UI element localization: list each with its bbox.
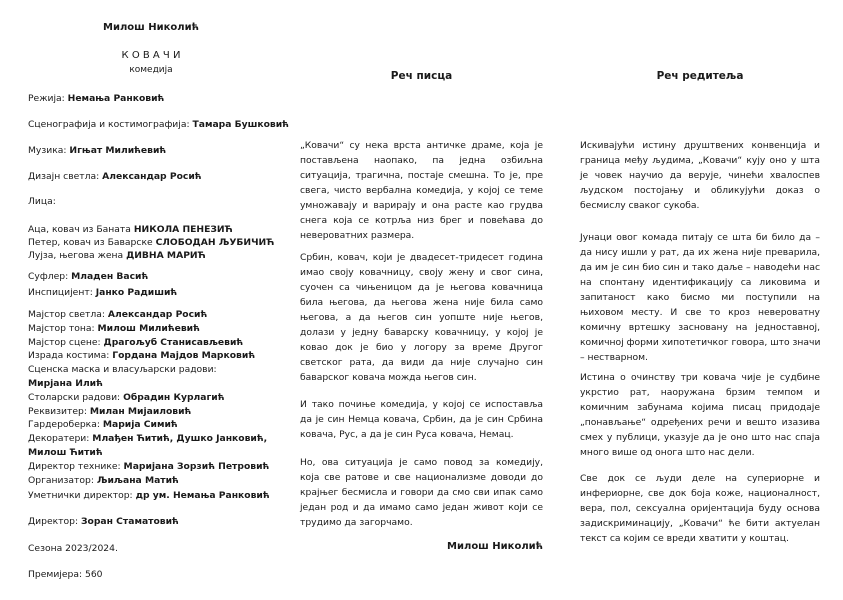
- credit-line-value: Тамара Бушковић: [192, 119, 289, 130]
- paragraph: [300, 138, 543, 243]
- paragraph-line: умножавају и варирају и она расте као грудва: [300, 200, 543, 211]
- crew-line: [28, 392, 224, 403]
- paragraph: [580, 230, 820, 365]
- credit-line: [28, 93, 164, 104]
- crew-line-value: Маријана Зорзић Петровић: [123, 460, 270, 472]
- paragraph-line: трудимо да загорчамо.: [300, 517, 413, 528]
- crew-line-label: Организатор:: [28, 474, 97, 486]
- paragraph-line: баварског ковача можда његов син.: [300, 372, 477, 383]
- paragraph-line: инфериорне, све док боја коже, националност,: [580, 488, 820, 499]
- crew-line: [28, 309, 207, 320]
- crew-line-label: Директор технике:: [28, 460, 124, 472]
- staff-line: [28, 271, 148, 282]
- paragraph-line: много више од онога што нас дели.: [580, 447, 755, 458]
- cast-heading: Лица:: [28, 196, 56, 207]
- cast-line-value: ДИВНА МАРИЋ: [126, 250, 206, 261]
- author-name: Милош Николић: [103, 22, 199, 33]
- staff-line-value: Јанко Радишић: [95, 287, 178, 298]
- paragraph: [300, 397, 543, 442]
- crew-line-value: Милан Мијаиловић: [89, 405, 192, 417]
- premiere-text: Премијера: 560: [28, 569, 103, 580]
- paragraph-line: задискриминацију, „Ковачи“ ће бити актуелан: [580, 518, 820, 529]
- paragraph-line: његова, а да његов син уопште није његов,: [300, 312, 543, 323]
- paragraph-line: – нестварном.: [580, 352, 648, 363]
- paragraph-line: ковао док је био у логору за време Другог: [300, 342, 543, 353]
- crew-line: [28, 475, 179, 486]
- crew-line-label: Гардероберка:: [28, 419, 103, 431]
- paragraph-line: крајњег бесмисла и говори да смо сви ипак само: [300, 487, 543, 498]
- crew-line-value: Гордана Мајдов Марковић: [112, 350, 256, 362]
- author-signature: Милош Николић: [447, 541, 543, 552]
- crew-line-label: Сценска маска и власуљарски радови:: [28, 364, 217, 376]
- crew-line-value: Љиљана Матић: [96, 474, 179, 486]
- paragraph-line: вера, пол, сексуална оријентација буду основа: [580, 503, 820, 514]
- paragraph: [300, 250, 543, 385]
- paragraph-line: комичним забунама којима писац придодаје: [580, 402, 820, 413]
- paragraph-line: која све ратове и све национализме доводи до: [300, 472, 543, 483]
- credit-line: [28, 119, 289, 130]
- director-line: [28, 516, 179, 527]
- crew-line: [28, 364, 217, 375]
- staff-line-label: Суфлер:: [28, 271, 72, 282]
- paragraph-line: смех у публици, указује да је оно што нас спаја: [580, 432, 820, 443]
- paragraph-line: ковача, Рус, а да је син Руса ковача, Немац.: [300, 429, 514, 440]
- paragraph-line: људском постојању и обликујући доказ о: [580, 185, 820, 196]
- crew-line-value: Милош Ћитић: [28, 447, 103, 458]
- paragraph-line: Истина о очинству три ковача чије је судбине: [580, 372, 820, 383]
- crew-line-label: Израда костима:: [28, 350, 113, 362]
- crew-line-value: Марија Симић: [102, 419, 178, 431]
- staff-line: [28, 287, 177, 298]
- cast-line: [28, 237, 274, 248]
- crew-line-label: Реквизитер:: [28, 405, 90, 417]
- paragraph-line: И тако почиње комедија, у којој се испоставља: [300, 399, 543, 410]
- art-director-line: [28, 490, 270, 501]
- credit-line-label: Музика:: [28, 145, 70, 156]
- staff-line-value: Младен Васић: [71, 271, 149, 282]
- credit-line-value: Немања Ранковић: [67, 93, 165, 104]
- paragraph-line: Но, ова ситуација је само повод за комедију,: [300, 457, 543, 468]
- paragraph-line: комичној форми хипотетичког говора, што значи: [580, 337, 821, 348]
- paragraph-line: текст са којим се вреди хватити у коштац.: [580, 533, 789, 544]
- paragraph-line: имао своју ковачницу, своју жену и свог сина,: [300, 267, 543, 278]
- director-line-label: Директор:: [28, 516, 82, 527]
- paragraph-line: долази у једну баварску ковачницу, у којој је: [300, 327, 543, 338]
- paragraph-line: комичну вртешку засновану на једноставној,: [580, 322, 820, 333]
- paragraph: [300, 455, 543, 530]
- crew-line: [28, 447, 103, 458]
- crew-line: [28, 433, 267, 444]
- cast-line: [28, 224, 233, 235]
- crew-line-label: Мајстор светла:: [28, 309, 108, 320]
- crew-line: [28, 419, 178, 430]
- author-note-heading: Реч писца: [390, 70, 453, 82]
- crew-line-value: Млађен Ћитић, Душко Јанковић,: [92, 433, 268, 445]
- crew-line-value: Александар Росић: [107, 309, 208, 320]
- art-director-line-label: Уметнички директор:: [28, 490, 136, 501]
- paragraph-line: Јунаци овог комада питају се шта би било да –: [580, 232, 820, 243]
- crew-line-label: Мајстор сцене:: [28, 336, 104, 348]
- paragraph-line: бесмислу сваког сукоба.: [580, 200, 700, 211]
- credit-line-label: Дизајн светла:: [28, 171, 103, 182]
- paragraph-line: Србин, ковач, који је двадесет-тридесет година: [300, 252, 543, 263]
- crew-line: [28, 323, 200, 334]
- crew-line-label: Столарски радови:: [28, 391, 124, 403]
- crew-line: [28, 350, 255, 361]
- paragraph-line: њиховом месту. И све то кроз невероватну: [580, 307, 820, 318]
- play-subtitle: комедија: [129, 65, 173, 75]
- paragraph-line: укрстио рат, наоружана брзим темпом и: [580, 387, 820, 398]
- crew-line-label: Декоратери:: [28, 433, 93, 445]
- director-line-value: Зоран Стаматовић: [81, 516, 179, 527]
- art-director-line-value: др ум. Немања Ранковић: [135, 490, 270, 501]
- paragraph-line: била његова, да његова жена није била само: [300, 297, 543, 308]
- credit-line: [28, 145, 166, 156]
- credit-line-value: Игњат Милићевић: [69, 145, 167, 156]
- paragraph-line: запитаност како бисмо ми поступили на: [580, 292, 820, 303]
- credit-line: [28, 171, 202, 182]
- director-note-heading: Реч редитеља: [656, 70, 744, 82]
- paragraph-line: да нису ишли у рат, да их жена није преварила,: [580, 247, 820, 258]
- paragraph-line: граница међу људима, „Ковачи“ кују оно у шта: [580, 155, 820, 166]
- cast-line-label: Петер, ковач из Баварске: [28, 237, 156, 248]
- paragraph-line: „понављање“ одређених речи и вешто изазива: [580, 417, 820, 428]
- credit-line-label: Сценографија и костимографија:: [28, 119, 193, 130]
- crew-line-value: Обрадин Курлагић: [123, 391, 225, 403]
- crew-line-label: Мајстор тона:: [28, 322, 98, 334]
- staff-line-label: Инспицијент:: [28, 287, 96, 298]
- paragraph-line: један род и да имамо само један живот који се: [300, 502, 543, 513]
- crew-line: [28, 378, 103, 389]
- crew-line-value: Драгољуб Станисављевић: [103, 336, 244, 348]
- paragraph-line: ситуација, трагична, постаје смешна. То је, пре: [300, 170, 543, 181]
- paragraph-line: снега која се котрља низ брег и повећава до: [300, 215, 543, 226]
- paragraph-line: на спонтану идентификацију са ликовима и: [580, 277, 820, 288]
- paragraph-line: суочен са чињеницом да је његова ковачница: [300, 282, 543, 293]
- paragraph-line: Искивајући истину друштвених конвенција и: [580, 140, 820, 151]
- cast-line-value: СЛОБОДАН ЉУБИЧИЋ: [155, 237, 275, 248]
- paragraph: [580, 471, 820, 546]
- season-text: Сезона 2023/2024.: [28, 543, 118, 554]
- crew-line: [28, 461, 269, 472]
- paragraph: [580, 138, 820, 213]
- paragraph-line: светског рата, да види да није случајно син: [300, 357, 543, 368]
- crew-line: [28, 337, 243, 348]
- paragraph-line: постављена наопако, па једна озбиљна: [300, 155, 543, 166]
- cast-line-label: Лујза, његова жена: [28, 250, 127, 261]
- paragraph-line: невероватних размера.: [300, 230, 415, 241]
- cast-line: [28, 250, 206, 261]
- crew-line-value: Милош Милићевић: [97, 322, 200, 334]
- paragraph-line: Све док се људи деле на супериорне и: [580, 473, 820, 484]
- credit-line-value: Александар Росић: [102, 171, 202, 182]
- play-title: К О В А Ч И: [121, 50, 181, 61]
- cast-line-value: НИКОЛА ПЕНЕЗИЋ: [133, 224, 233, 235]
- paragraph-line: је човек научио да верује, чинећи хвалоспев: [580, 170, 820, 181]
- paragraph-line: свега, чисто вербална комедија, у којој се теме: [300, 185, 543, 196]
- cast-line-label: Аца, ковач из Баната: [28, 224, 134, 235]
- paragraph: [580, 370, 820, 460]
- paragraph-line: да им је син био син и тако даље – наводећи нас: [580, 262, 820, 273]
- paragraph-line: да је син Немца ковача, Србин, да је син Србина: [300, 414, 543, 425]
- crew-line-value: Мирјана Илић: [28, 378, 103, 389]
- crew-line: [28, 406, 191, 417]
- credit-line-label: Режија:: [28, 93, 68, 104]
- paragraph-line: „Ковачи“ су нека врста античке драме, која је: [300, 140, 543, 151]
